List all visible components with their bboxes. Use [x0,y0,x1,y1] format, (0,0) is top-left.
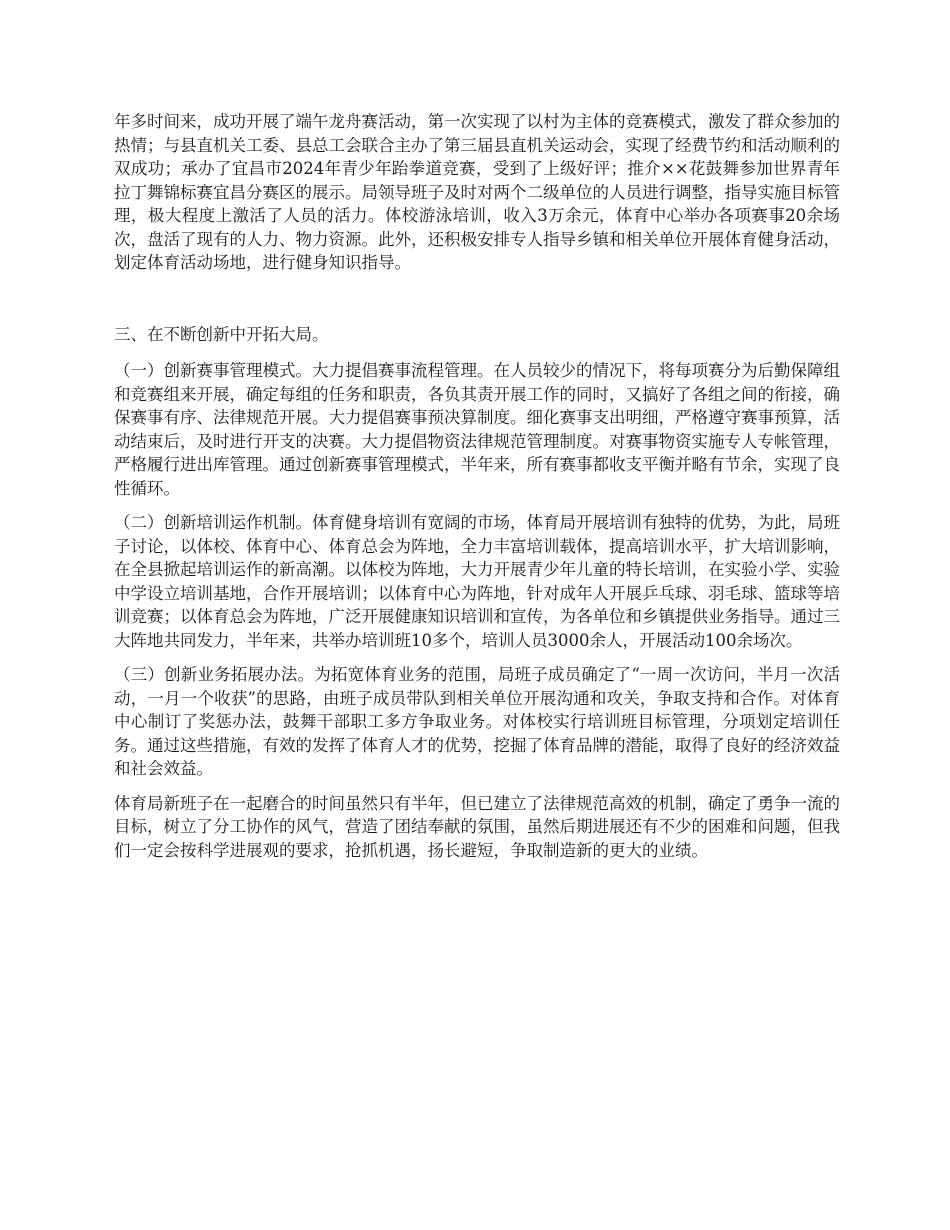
paragraph-training-mechanism: （二）创新培训运作机制。体育健身培训有宽阔的市场，体育局开展培训有独特的优势，为此，局班子讨论，以体校、体育中心、体育总会为阵地，全力丰富培训载体，提高培训水平，扩大培训影响，在全县掀起培训运作的新高潮。以体校为阵地，大力开展青少年儿童的特长培训，在实验小学、实验中学设立培训基地，合作开展培训；以体育中心为阵地，针对成年人开展乒乓球、羽毛球、篮球等培训竞赛；以体育总会为阵地，广泛开展健康知识培训和宣传，为各单位和乡镇提供业务指导。通过三大阵地共同发力，半年来，共举办培训班10多个，培训人员3000余人，开展活动100余场次。 [114,513,840,650]
paragraph-conclusion: 体育局新班子在一起磨合的时间虽然只有半年，但已建立了法律规范高效的机制，确定了勇争一流的目标，树立了分工协作的风气，营造了团结奉献的氛围，虽然后期进展还有不少的困难和问题，但我们一定会按科学进展观的要求，抢抓机遇，扬长避短，争取制造新的更大的业绩。 [114,793,840,860]
paragraph-business-expansion: （三）创新业务拓展办法。为拓宽体育业务的范围，局班子成员确定了“一周一次访问，半月一次活动，一月一个收获”的思路，由班子成员带队到相关单位开展沟通和攻关，争取支持和合作。对体育中心制订了奖惩办法，鼓舞干部职工多方争取业务。对体校实行培训班目标管理，分项划定培训任务。通过这些措施，有效的发挥了体育人才的优势，挖掘了体育品牌的潜能，取得了良好的经济效益和社会效益。 [114,665,840,778]
paragraph-achievements: 年多时间来，成功开展了端午龙舟赛活动，第一次实现了以村为主体的竞赛模式，激发了群众参加的热情；与县直机关工委、县总工会联合主办了第三届县直机关运动会，实现了经费节约和活动顺利的双成功；承办了宜昌市2024年青少年跆拳道竞赛，受到了上级好评；推介××花鼓舞参加世界青年拉丁舞锦标赛宜昌分赛区的展示。局领导班子及时对两个二级单位的人员进行调整，指导实施目标管理，极大程度上激活了人员的活力。体校游泳培训，收入3万余元，体育中心举办各项赛事20余场次，盘活了现有的人力、物力资源。此外，还积极安排专人指导乡镇和相关单位开展体育健身活动，划定体育活动场地，进行健身知识指导。 [114,112,840,272]
document-body [114,110,840,873]
section-heading-innovation: 三、在不断创新中开拓大局。 [114,324,329,344]
paragraph-event-management: （一）创新赛事管理模式。大力提倡赛事流程管理。在人员较少的情况下，将每项赛分为后勤保障组和竞赛组来开展，确定每组的任务和职责，各负其责开展工作的同时，又搞好了各组之间的衔接，确保赛事有序、法律规范开展。大力提倡赛事预决算制度。细化赛事支出明细，严格遵守赛事预算，活动结束后，及时进行开支的决赛。大力提倡物资法律规范管理制度。对赛事物资实施专人专帐管理，严格履行进出库管理。通过创新赛事管理模式，半年来，所有赛事都收支平衡并略有节余，实现了良性循环。 [114,361,840,498]
